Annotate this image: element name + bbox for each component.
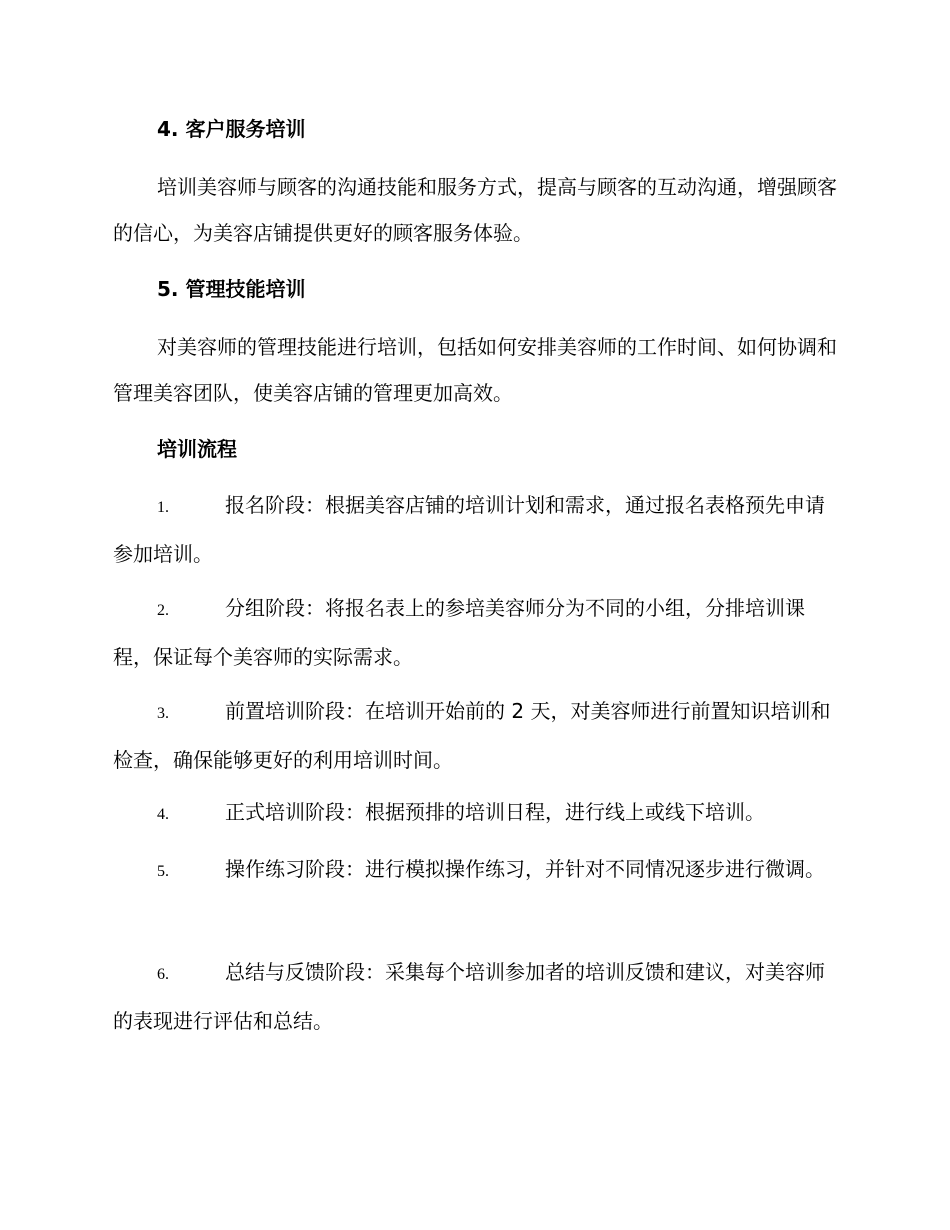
list-item-number: 6. [157,966,169,983]
list-item [113,846,838,895]
list-item-number: 5. [157,863,169,880]
section-heading-management-skills: 5. 管理技能培训 [157,277,306,301]
list-item-text: 前置培训阶段：在培训开始前的 2 天，对美容师进行前置知识培训和检查，确保能够更好的利用培训时间。 [113,699,831,772]
list-item-number: 4. [157,806,169,823]
list-item-number: 3. [157,705,169,722]
list-item-text: 操作练习阶段：进行模拟操作练习，并针对不同情况逐步进行微调。 [225,857,825,881]
list-item [113,949,838,1044]
section-paragraph-management-skills: 对美容师的管理技能进行培训，包括如何安排美容师的工作时间、如何协调和管理美容团队，使美容店铺的管理更加高效。 [113,335,837,405]
list-item [113,789,838,838]
list-item-number: 2. [157,602,169,619]
list-item [113,482,838,577]
list-item-text: 分组阶段：将报名表上的参培美容师分为不同的小组，分排培训课程，保证每个美容师的实际需求。 [113,596,805,669]
list-item [113,585,838,680]
list-item-text: 正式培训阶段：根据预排的培训日程，进行线上或线下培训。 [225,800,765,824]
list-item-number: 1. [157,499,169,516]
section-heading-training-process: 培训流程 [157,437,237,461]
list-item-text: 报名阶段：根据美容店铺的培训计划和需求，通过报名表格预先申请参加培训。 [113,493,825,566]
list-item [113,688,838,783]
list-item-text: 总结与反馈阶段：采集每个培训参加者的培训反馈和建议，对美容师的表现进行评估和总结。 [113,960,825,1033]
section-paragraph-customer-service: 培训美容师与顾客的沟通技能和服务方式，提高与顾客的互动沟通，增强顾客的信心，为美容店铺提供更好的顾客服务体验。 [113,175,837,245]
section-heading-customer-service: 4. 客户服务培训 [157,117,306,141]
